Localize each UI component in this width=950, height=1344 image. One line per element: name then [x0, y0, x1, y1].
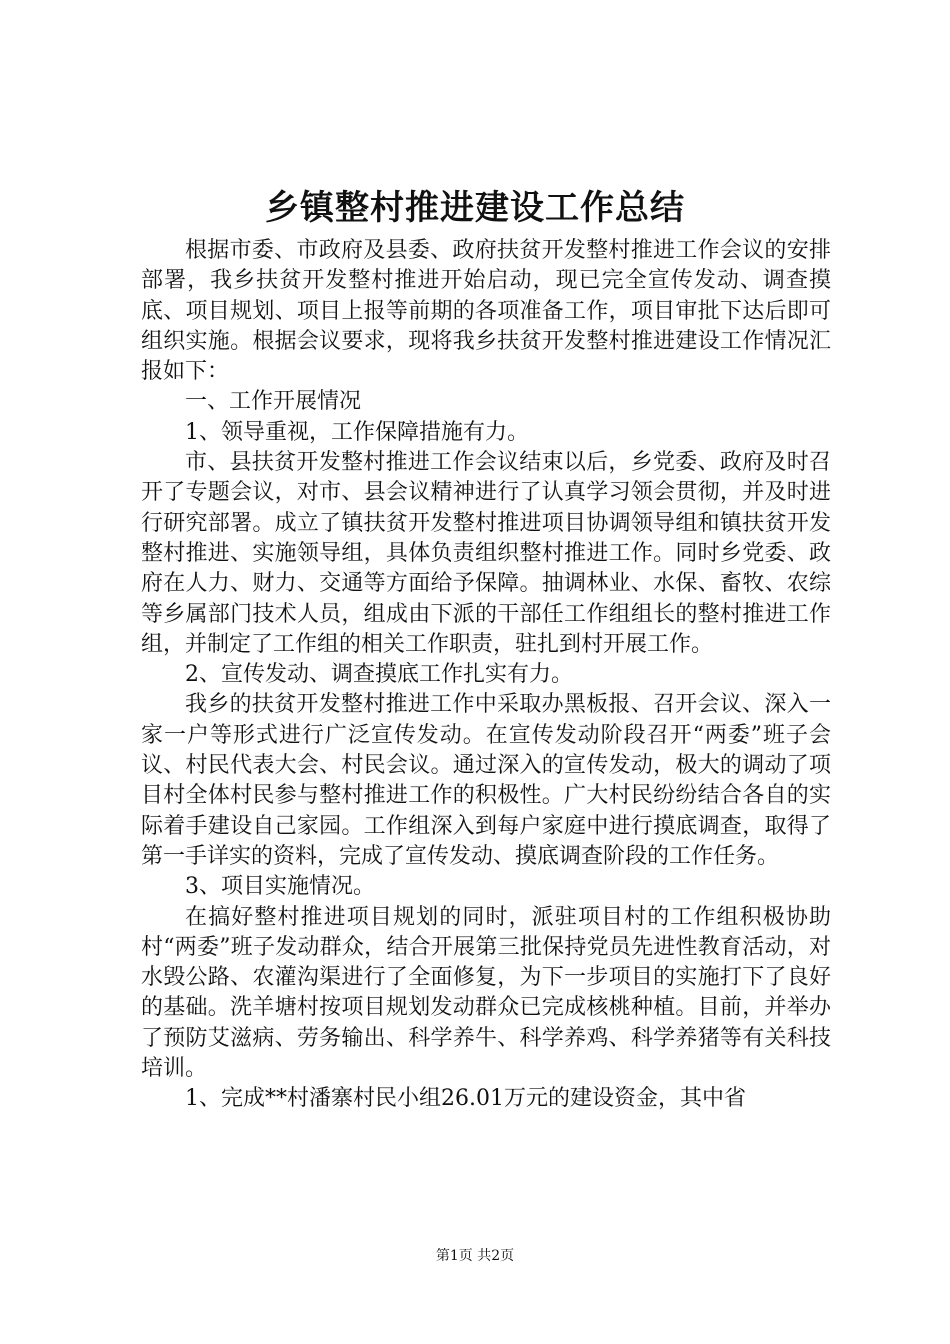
- page-number-footer: 第1页 共2页: [435, 1248, 515, 1264]
- document-title: 乡镇整村推进建设工作总结: [265, 188, 685, 228]
- section-heading-1: 一、工作开展情况: [185, 389, 362, 415]
- paragraph-publicity: 我乡的扶贫开发整村推进工作中采取办黑板报、召开会议、深入一家一户等形式进行广泛宣传发动。在宣传发动阶段召开“两委”班子会议、村民代表大会、村民会议。通过深入的宣传发动，极大的调动了项目村全体村民参与整村推进工作的积极性。广大村民纷纷结合各自的实际着手建设自己家园。工作组深入到每户家庭中进行摸底调查，取得了第一手详实的资料，完成了宣传发动、摸底调查阶段的工作任务。: [141, 692, 831, 869]
- subheading-2: 2、宣传发动、调查摸底工作扎实有力。: [185, 662, 573, 688]
- paragraph-intro: 根据市委、市政府及县委、政府扶贫开发整村推进工作会议的安排部署，我乡扶贫开发整村推进开始启动，现已完全宣传发动、调查摸底、项目规划、项目上报等前期的各项准备工作，项目审批下达后即可组织实施。根据会议要求，现将我乡扶贫开发整村推进建设工作情况汇报如下：: [141, 238, 831, 385]
- subheading-3: 3、项目实施情况。: [185, 874, 375, 900]
- paragraph-leadership: 市、县扶贫开发整村推进工作会议结束以后，乡党委、政府及时召开了专题会议，对市、县会议精神进行了认真学习领会贯彻，并及时进行研究部署。成立了镇扶贫开发整村推进项目协调领导组和镇扶贫开发整村推进、实施领导组，具体负责组织整村推进工作。同时乡党委、政府在人力、财力、交通等方面给予保障。抽调林业、水保、畜牧、农综等乡属部门技术人员，组成由下派的干部任工作组组长的整村推进工作组，并制定了工作组的相关工作职责，驻扎到村开展工作。: [141, 450, 831, 657]
- paragraph-implementation: 在搞好整村推进项目规划的同时，派驻项目村的工作组积极协助村“两委”班子发动群众，结合开展第三批保持党员先进性教育活动，对水毁公路、农灌沟渠进行了全面修复，为下一步项目的实施打下了良好的基础。洗羊塘村按项目规划发动群众已完成核桃种植。目前，并举办了预防艾滋病、劳务输出、科学养牛、科学养鸡、科学养猪等有关科技培训。: [141, 904, 831, 1082]
- paragraph-item-1: 1、完成**村潘寨村民小组26.01万元的建设资金，其中省: [185, 1086, 746, 1112]
- document-body: [141, 236, 831, 1115]
- subheading-1: 1、领导重视，工作保障措施有力。: [185, 419, 529, 445]
